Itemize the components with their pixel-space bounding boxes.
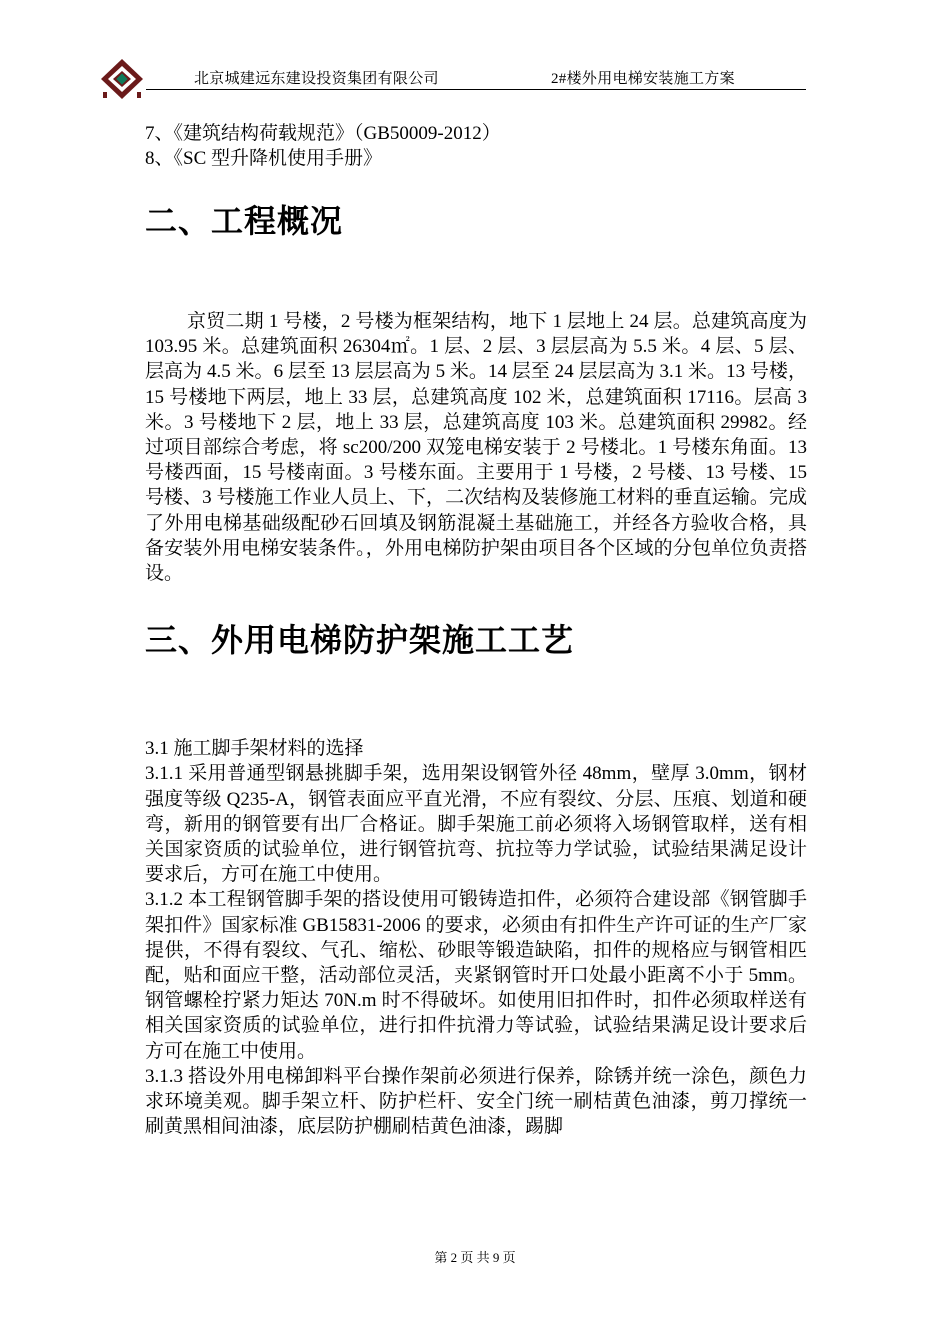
- page-header: [100, 58, 806, 100]
- overview-paragraph: 京贸二期 1 号楼，2 号楼为框架结构，地下 1 层地上 24 层。总建筑高度为 103.95 米。总建筑面积 26304㎡。1 层、2 层、3 层层高为 5.5 米。4 层、5 层、层高为 4.5 米。6 层至 13 层层高为 5 米。14 层至 24 层层高为 3.1 米。13 号楼，15 号楼地下两层，地上 33 层，总建筑高度 102 米，总建筑面积 17116。层高 3 米。3 号楼地下 2 层，地上 33 层，总建筑高度 103 米。总建筑面积 29982。经过项目部综合考虑，将 sc200/200 双笼电梯安装于 2 号楼北。1 号楼东角面。13 号楼西面，15 号楼南面。3 号楼东面。主要用于 1 号楼，2 号楼、13 号楼、15 号楼、3 号楼施工作业人员上、下，二次结构及装修施工材料的垂直运输。完成了外用电梯基础级配砂石回填及钢筋混凝土基础施工，并经各方验收合格，具备安装外用电梯安装条件。，外用电梯防护架由项目各个区域的分包单位负责搭设。: [145, 311, 807, 585]
- reference-item: 8、《SC 型升降机使用手册》: [145, 148, 382, 169]
- reference-item: 7、《建筑结构荷载规范》（GB50009-2012）: [145, 123, 501, 144]
- header-company-name: 北京城建远东建设投资集团有限公司: [194, 71, 439, 87]
- header-document-title: 2#楼外用电梯安装施工方案: [551, 71, 735, 87]
- header-rule: [146, 89, 806, 90]
- clause-paragraph: 3.1.3 搭设外用电梯卸料平台操作架前必须进行保养，除锈并统一涂色，颜色力求环境美观。脚手架立杆、防护栏杆、安全门统一刷桔黄色油漆，剪刀撑统一刷黄黑相间油漆，底层防护棚刷桔黄色油漆，踢脚: [145, 1065, 807, 1138]
- clause-paragraph: 3.1.1 采用普通型钢悬挑脚手架，选用架设钢管外径 48mm，壁厚 3.0mm，钢材强度等级 Q235-A，钢管表面应平直光滑，不应有裂纹、分层、压痕、划道和硬弯，新用的钢管要有出厂合格证。脚手架施工前必须将入场钢管取样，送有相关国家资质的试验单位，进行钢管抗弯、抗拉等力学试验，试验结果满足设计要求后，方可在施工中使用。: [145, 763, 807, 886]
- company-logo-icon: [100, 58, 144, 100]
- section-heading-process: 三、外用电梯防护架施工工艺: [145, 621, 575, 660]
- subsection-heading: 3.1 施工脚手架材料的选择: [145, 738, 364, 760]
- clause-paragraph: 3.1.2 本工程钢管脚手架的搭设使用可锻铸造扣件，必须符合建设部《钢管脚手架扣件》国家标准 GB15831-2006 的要求，必须由有扣件生产许可证的生产厂家提供，不得有裂纹、气孔、缩松、砂眼等锻造缺陷，扣件的规格应与钢管相匹配，贴和面应干整，活动部位灵活，夹紧钢管时开口处最小距离不小于 5mm。钢管螺栓拧紧力矩达 70N.m 时不得破坏。如使用旧扣件时，扣件必须取样送有相关国家资质的试验单位，进行扣件抗滑力等试验，试验结果满足设计要求后方可在施工中使用。: [145, 889, 807, 1062]
- section-heading-overview: 二、工程概况: [145, 202, 344, 240]
- page-body: [145, 121, 807, 1139]
- page-footer: 第 2 页 共 9 页: [434, 1250, 516, 1265]
